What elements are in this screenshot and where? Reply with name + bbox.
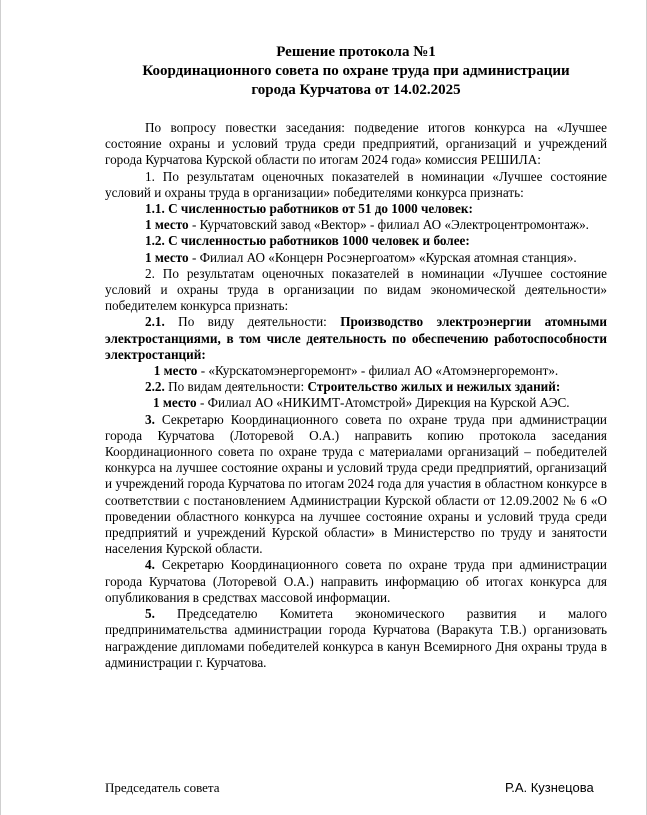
paragraph-2: 2. По результатам оценочных показателей в номинации «Лучшее состояние условий и охраны труда в организации по видам экономической деятельности» победителем конкурса признать: — [105, 265, 607, 314]
paragraph-2-1-winner — [105, 363, 607, 379]
intro-paragraph: По вопросу повестки заседания: подведение итогов конкурса на «Лучшее состояние охраны и условий труда среди предприятий, организаций и учреждений города Курчатова Курской области по итогам 2024 года» комиссия РЕШИЛА: — [105, 120, 607, 168]
signature-position: Председатель совета — [105, 780, 220, 795]
paragraph-1-1-heading: 1.1. С численностью работников от 51 до 1000 человек: — [145, 201, 473, 217]
paragraph-4 — [105, 557, 607, 606]
title-line-3: города Курчатова от 14.02.2025 — [251, 82, 461, 98]
item-number: 2.2. — [145, 379, 165, 395]
paragraph-text: Секретарю Координационного совета по охране труда при администрации города Курчатова (Лоторевой О.А.) направить информацию об итогах конкурса для опубликования в средствах массовой информации. — [105, 557, 607, 605]
paragraph-5 — [105, 606, 607, 671]
paragraph-text: Секретарю Координационного совета по охране труда при администрации города Курчатова (Лоторевой О.А.) направить копию протокола заседания Координационного совета по охране труда с материалами организаций – победителей конкурса на лучшее состояние охраны и условий труда среди предприятий, организаций и учреждений города Курчатова по итогам 2024 года для участия в областном конкурсе в соответствии с постановлением Администрации Курской области от 12.09.2002 № 6 «О проведении областного конкурса на лучшее состояние охраны и условий труда среди предприятий и учреждений Курской области» в Министерство по труду и занятости населения Курской области. — [105, 411, 607, 557]
paragraph-text: Председателю Комитета экономического развития и малого предпринимательства администрации города Курчатова (Варакута Т.В.) организовать награждение дипломами победителей конкурса в канун Всемирного Дня охраны труда в администрации г. Курчатова. — [105, 606, 607, 670]
item-bold-text: Строительство жилых и нежилых зданий: — [307, 379, 561, 395]
paragraph-1: 1. По результатам оценочных показателей в номинации «Лучшее состояние условий и охраны труда в организации» победителями конкурса признать: — [105, 168, 607, 200]
document-content — [105, 43, 607, 671]
place-label: 1 место — [153, 363, 198, 379]
place-label: 1 место — [145, 249, 189, 265]
item-number: 5. — [145, 606, 155, 622]
paragraph-2-1 — [105, 314, 607, 363]
winner-text: - Филиал АО «НИКИМТ-Атомстрой» Дирекция на Курской АЭС. — [196, 395, 570, 411]
winner-text: - «Курскатомэнергоремонт» - филиал АО «Атомэнергоремонт». — [197, 363, 559, 379]
paragraph-1-1-winner — [105, 217, 607, 233]
title-line-1: Решение протокола №1 — [276, 44, 436, 60]
winner-text: - Филиал АО «Концерн Росэнергоатом» «Курская атомная станция». — [188, 249, 577, 265]
item-lead: По видам деятельности: — [164, 379, 308, 395]
place-label: 1 место — [153, 395, 197, 411]
item-number: 4. — [145, 557, 155, 573]
item-lead: По виду деятельности: — [164, 314, 341, 330]
paragraph-1-2-heading: 1.2. С численностью работников 1000 человек и более: — [145, 233, 470, 249]
document-title — [105, 43, 607, 100]
signature-name: Р.А. Кузнецова — [505, 780, 594, 795]
item-bold-text: Производство электроэнергии атомными электростанциями, в том числе деятельность по обеспечению работоспособности электростанций: — [105, 314, 607, 362]
winner-text: - Курчатовский завод «Вектор» - филиал АО «Электроцентромонтаж». — [188, 217, 589, 233]
item-number: 3. — [145, 411, 155, 427]
title-line-2: Координационного совета по охране труда при администрации — [142, 63, 570, 79]
paragraph-1-2-winner — [105, 250, 607, 266]
paragraph-2-2-winner — [105, 395, 607, 411]
paragraph-2-2 — [105, 379, 607, 395]
place-label: 1 место — [145, 217, 189, 233]
item-number: 2.1. — [145, 314, 165, 330]
paragraph-3 — [105, 412, 607, 558]
document-body — [105, 120, 607, 671]
